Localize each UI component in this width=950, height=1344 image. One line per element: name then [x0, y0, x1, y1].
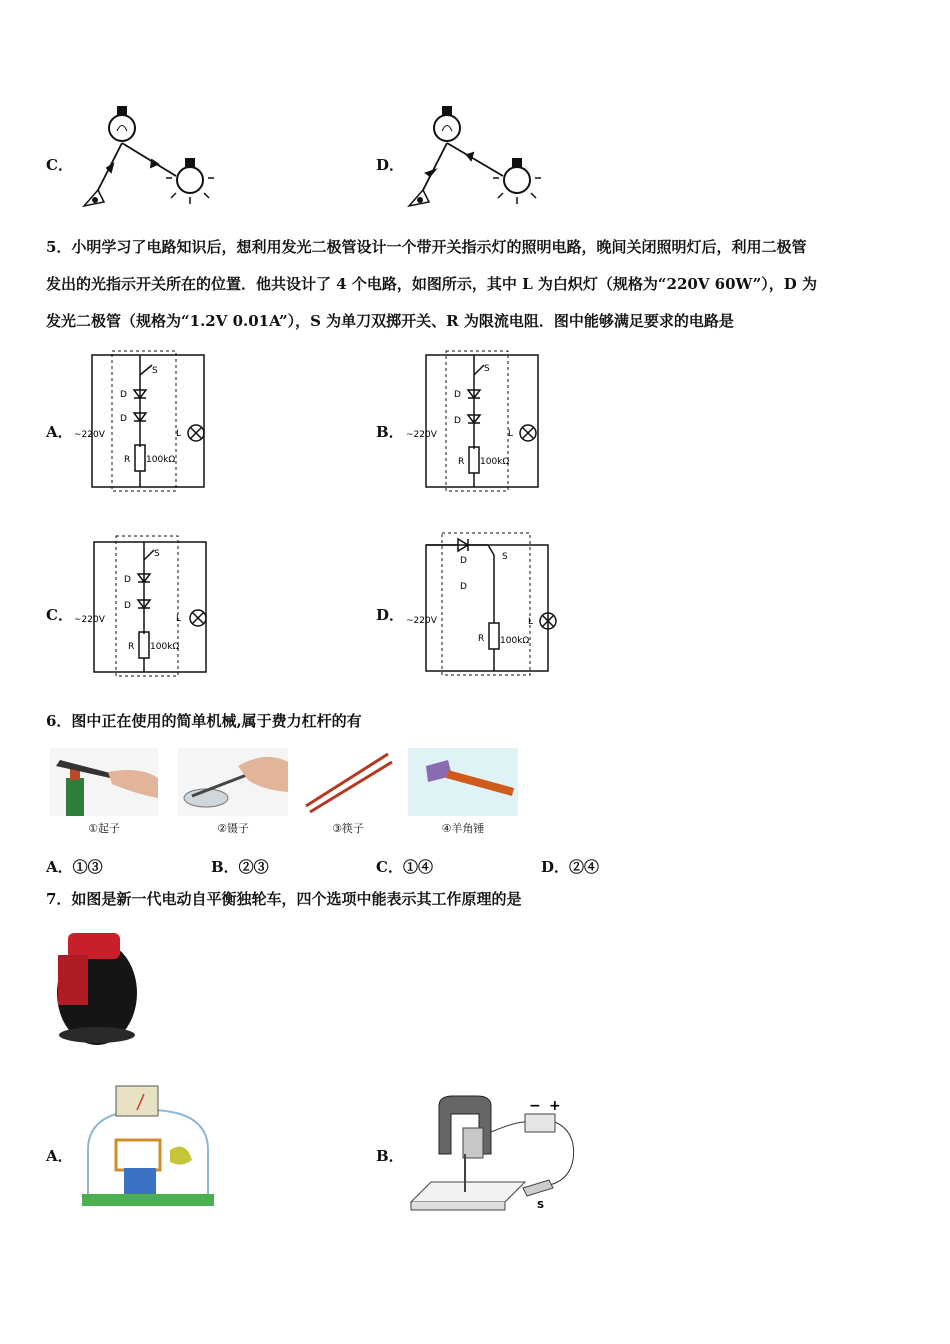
resistance-value: 100kΩ: [480, 457, 510, 467]
q6-caption-4: ④羊角锤: [441, 822, 485, 835]
q7-option-a-label: A．: [46, 1147, 73, 1165]
light-ray-path: [94, 143, 176, 198]
diode-label: D: [454, 390, 461, 400]
claw-hammer-image: [408, 748, 518, 816]
q4-option-c-figure: [80, 98, 220, 213]
voltage-label: ~220V: [406, 430, 437, 440]
resistance-value: 100kΩ: [500, 636, 530, 646]
voltage-label: ~220V: [406, 616, 437, 626]
switch-label: S: [537, 1200, 545, 1211]
circuit-diagram-b: [402, 345, 542, 495]
q4-option-d-figure: [405, 98, 545, 213]
resistor-label: R: [124, 455, 131, 465]
switch-label: S: [484, 364, 490, 374]
bulb-icon-top: [434, 106, 460, 141]
switch-label: S: [152, 366, 158, 376]
diode-label: D: [454, 416, 461, 426]
q5-option-a-label: A．: [46, 423, 73, 441]
resistance-value: 100kΩ: [146, 455, 176, 465]
q7-option-b-label: B．: [376, 1147, 404, 1165]
q6-caption-3: ③筷子: [332, 822, 364, 835]
voltage-label: ~220V: [74, 430, 105, 440]
diode-label: D: [460, 556, 467, 566]
diode-label: D: [460, 582, 467, 592]
q5-option-b-label: B．: [376, 423, 404, 441]
q6-caption-2: ②镊子: [217, 822, 249, 835]
q5-option-d-label: D．: [376, 606, 405, 624]
q6-answer-b[interactable]: B．②③: [211, 858, 269, 876]
lamp-label: L: [176, 429, 182, 439]
switch-label: S: [154, 549, 160, 559]
q4-option-c-label: C．: [46, 156, 73, 174]
lamp-label: L: [508, 429, 514, 439]
resistance-value: 100kΩ: [150, 642, 180, 652]
electromagnet-experiment-image: [405, 1092, 585, 1212]
circuit-diagram-d: [402, 525, 562, 680]
unicycle-image: [52, 925, 142, 1050]
generator-experiment-image: [78, 1080, 218, 1210]
q6-stem: 6．图中正在使用的简单机械,属于费力杠杆的有: [46, 712, 362, 730]
chopsticks-image: [300, 748, 396, 816]
diode-label: D: [120, 414, 127, 424]
bulb-icon-glowing: [166, 158, 214, 204]
resistor-label: R: [128, 642, 135, 652]
lamp-label: L: [528, 617, 534, 627]
resistor-label: R: [478, 634, 485, 644]
q6-answer-c[interactable]: C．①④: [376, 858, 433, 876]
diode-label: D: [124, 601, 131, 611]
battery-plus-label: +: [549, 1098, 561, 1114]
q5-option-c-label: C．: [46, 606, 73, 624]
q6-answer-d[interactable]: D．②④: [541, 858, 600, 876]
lamp-label: L: [176, 614, 182, 624]
q7-stem: 7．如图是新一代电动自平衡独轮车，四个选项中能表示其工作原理的是: [46, 890, 522, 908]
switch-label: S: [502, 552, 508, 562]
q4-option-d-label: D．: [376, 156, 405, 174]
battery-minus-label: −: [529, 1098, 541, 1114]
bulb-icon-top: [109, 106, 135, 141]
diode-label: D: [124, 575, 131, 585]
eye-icon: [409, 190, 429, 206]
eye-icon: [84, 190, 104, 206]
voltage-label: ~220V: [74, 615, 105, 625]
diode-label: D: [120, 390, 127, 400]
q5-stem-line-3: 发光二极管（规格为“1.2V 0.01A”），S 为单刀双掷开关、R 为限流电阻．图中能够满足要求的电路是: [46, 312, 734, 330]
q5-stem-line-2: 发出的光指示开关所在的位置．他共设计了 4 个电路，如图所示，其中 L 为白炽灯（规格为“220V 60W”），D 为: [46, 275, 818, 293]
q6-caption-1: ①起子: [88, 822, 120, 835]
light-ray-path: [419, 143, 503, 198]
circuit-diagram-c: [72, 530, 212, 680]
bottle-opener-image: [50, 748, 158, 816]
resistor-label: R: [458, 457, 465, 467]
q6-answer-a[interactable]: A．①③: [46, 858, 103, 876]
tweezers-image: [178, 748, 288, 816]
circuit-diagram-a: [72, 345, 212, 495]
q5-stem-line-1: 5．小明学习了电路知识后，想利用发光二极管设计一个带开关指示灯的照明电路，晚间关闭照明灯后，利用二极管: [46, 238, 807, 256]
bulb-icon-glowing: [493, 158, 541, 204]
